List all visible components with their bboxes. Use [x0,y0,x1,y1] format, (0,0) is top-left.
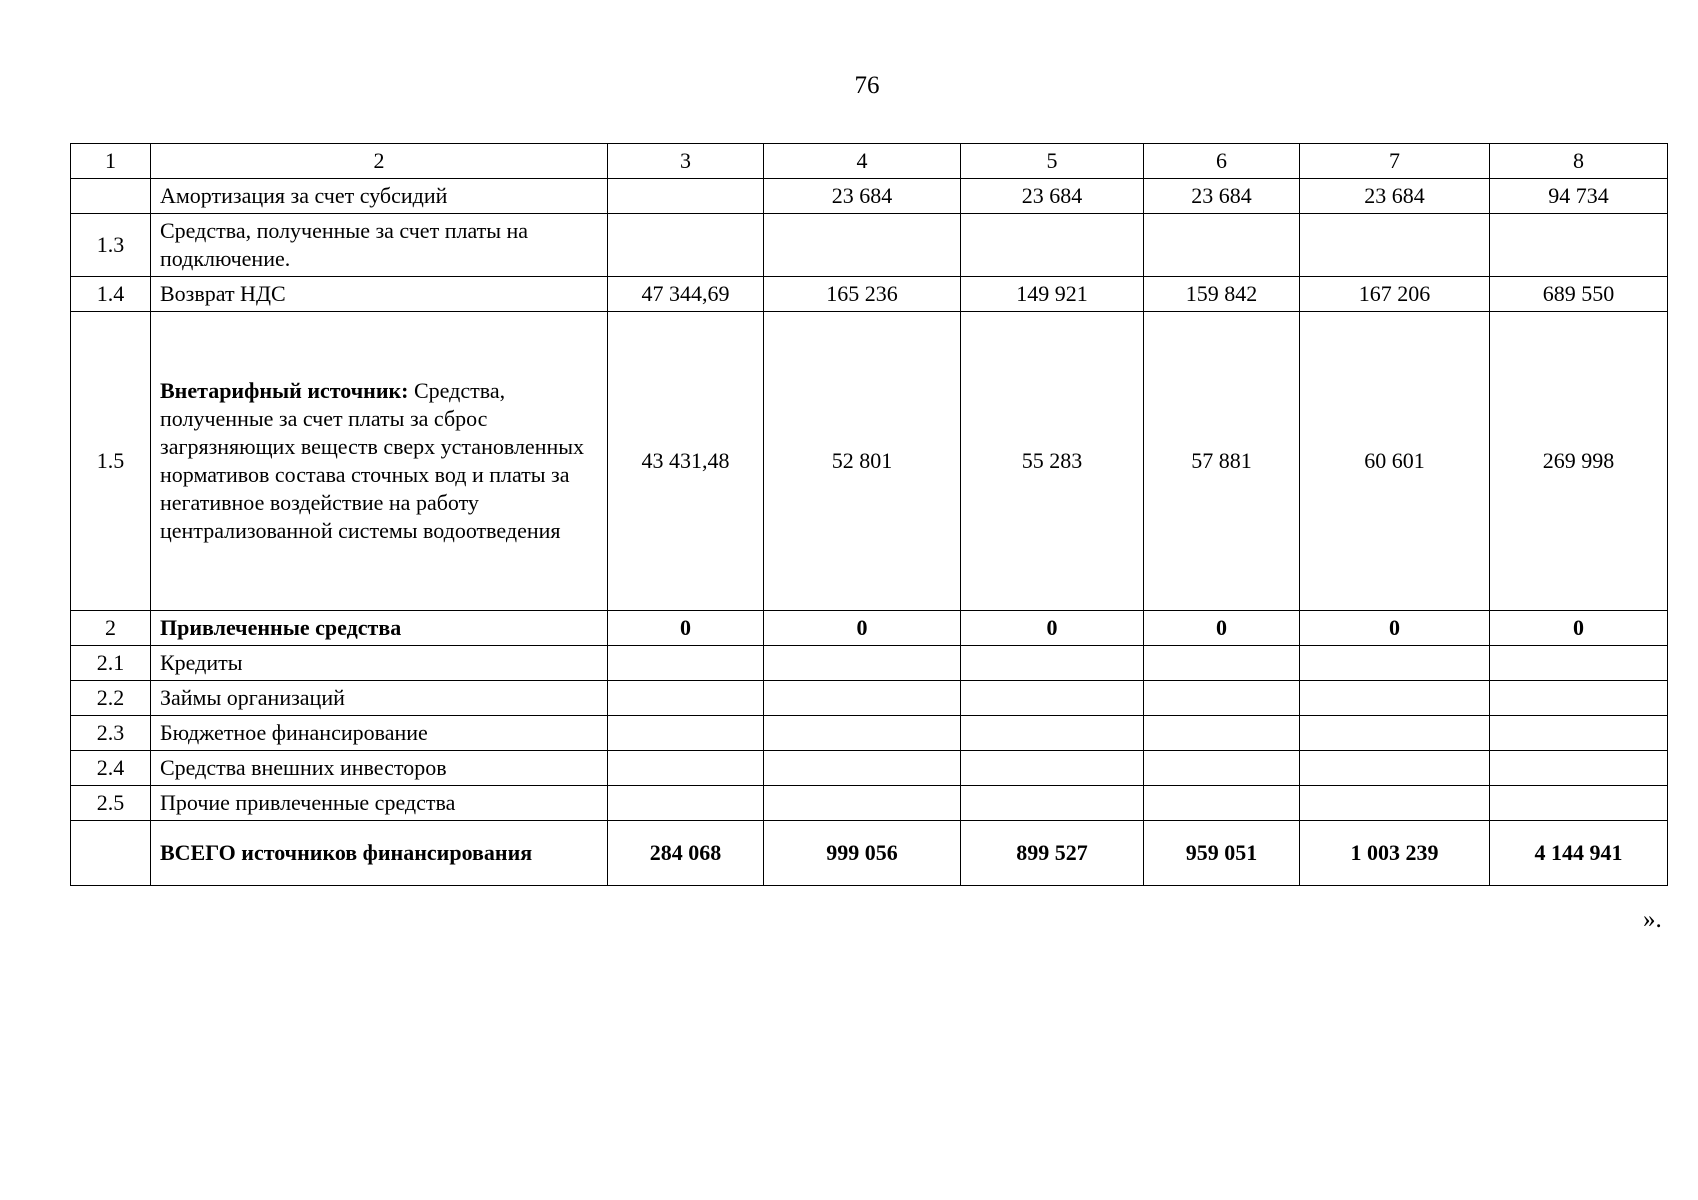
row-number: 2.2 [71,681,151,716]
row-label: Привлеченные средства [151,611,608,646]
header-cell: 2 [151,144,608,179]
value-cell: 23 684 [764,179,961,214]
table-row [71,646,1668,681]
value-cell: 284 068 [608,821,764,886]
header-cell: 8 [1490,144,1668,179]
value-cell [764,751,961,786]
value-cell [608,716,764,751]
row-label: Займы организаций [151,681,608,716]
closing-quote-mark: ». [1643,906,1662,933]
value-cell [1144,214,1300,277]
value-cell: 52 801 [764,312,961,611]
value-cell: 1 003 239 [1300,821,1490,886]
row-number [71,821,151,886]
header-cell: 7 [1300,144,1490,179]
value-cell: 23 684 [1144,179,1300,214]
table-row [71,611,1668,646]
row-label: Кредиты [151,646,608,681]
value-cell: 0 [961,611,1144,646]
value-cell: 959 051 [1144,821,1300,886]
value-cell [764,646,961,681]
value-cell: 57 881 [1144,312,1300,611]
row-number [71,179,151,214]
value-cell: 94 734 [1490,179,1668,214]
value-cell: 167 206 [1300,277,1490,312]
value-cell: 689 550 [1490,277,1668,312]
value-cell [961,214,1144,277]
value-cell: 60 601 [1300,312,1490,611]
value-cell [1300,786,1490,821]
value-cell [764,716,961,751]
table-row [71,312,1668,611]
header-cell: 4 [764,144,961,179]
table-row [71,786,1668,821]
value-cell [1490,751,1668,786]
row-number: 2.5 [71,786,151,821]
value-cell: 0 [1300,611,1490,646]
value-cell [1144,751,1300,786]
value-cell [608,214,764,277]
value-cell: 43 431,48 [608,312,764,611]
value-cell [1144,646,1300,681]
value-cell: 0 [1490,611,1668,646]
value-cell: 23 684 [1300,179,1490,214]
row-number: 1.4 [71,277,151,312]
value-cell [1490,214,1668,277]
value-cell: 159 842 [1144,277,1300,312]
row-label: Средства внешних инвесторов [151,751,608,786]
row-number: 2.1 [71,646,151,681]
row-label [151,312,608,611]
header-cell: 3 [608,144,764,179]
value-cell: 899 527 [961,821,1144,886]
row-label: Прочие привлеченные средства [151,786,608,821]
row-label-text: Средства, полученные за счет платы за сброс загрязняющих веществ сверх установленных нормативов состава сточных вод и платы за негативное воздействие на работу централизованной системы водоотведения [160,378,585,543]
value-cell: 269 998 [1490,312,1668,611]
value-cell: 149 921 [961,277,1144,312]
table-row [71,179,1668,214]
page-number: 76 [854,72,880,99]
row-number: 1.5 [71,312,151,611]
value-cell [961,716,1144,751]
value-cell: 0 [764,611,961,646]
row-number: 1.3 [71,214,151,277]
value-cell [1490,716,1668,751]
value-cell: 165 236 [764,277,961,312]
row-label: Средства, полученные за счет платы на подключение. [151,214,608,277]
table-row [71,751,1668,786]
value-cell [1144,681,1300,716]
value-cell [608,786,764,821]
row-label: Амортизация за счет субсидий [151,179,608,214]
value-cell [961,681,1144,716]
value-cell [961,646,1144,681]
value-cell [764,681,961,716]
table-row [71,716,1668,751]
value-cell [608,751,764,786]
header-cell: 6 [1144,144,1300,179]
value-cell: 0 [608,611,764,646]
row-number: 2.4 [71,751,151,786]
row-label: Возврат НДС [151,277,608,312]
value-cell [1490,681,1668,716]
table-row [71,681,1668,716]
value-cell [1144,716,1300,751]
row-number: 2.3 [71,716,151,751]
value-cell [1300,214,1490,277]
value-cell [608,646,764,681]
value-cell: 0 [1144,611,1300,646]
header-cell: 5 [961,144,1144,179]
value-cell: 55 283 [961,312,1144,611]
value-cell: 47 344,69 [608,277,764,312]
value-cell [1144,786,1300,821]
value-cell [1490,646,1668,681]
value-cell: 999 056 [764,821,961,886]
financing-sources-table [70,143,1668,886]
header-cell: 1 [71,144,151,179]
value-cell [1300,751,1490,786]
value-cell [1490,786,1668,821]
table-header-row [71,144,1668,179]
value-cell [608,681,764,716]
value-cell [1300,681,1490,716]
total-row [71,821,1668,886]
table-row [71,277,1668,312]
value-cell: 4 144 941 [1490,821,1668,886]
row-label: ВСЕГО источников финансирования [151,821,608,886]
value-cell [1300,716,1490,751]
row-label-bold-prefix: Внетарифный источник: [160,378,409,403]
value-cell [961,751,1144,786]
row-label: Бюджетное финансирование [151,716,608,751]
value-cell [608,179,764,214]
value-cell [764,786,961,821]
value-cell [1300,646,1490,681]
value-cell [961,786,1144,821]
row-number: 2 [71,611,151,646]
value-cell [764,214,961,277]
table-row [71,214,1668,277]
value-cell: 23 684 [961,179,1144,214]
